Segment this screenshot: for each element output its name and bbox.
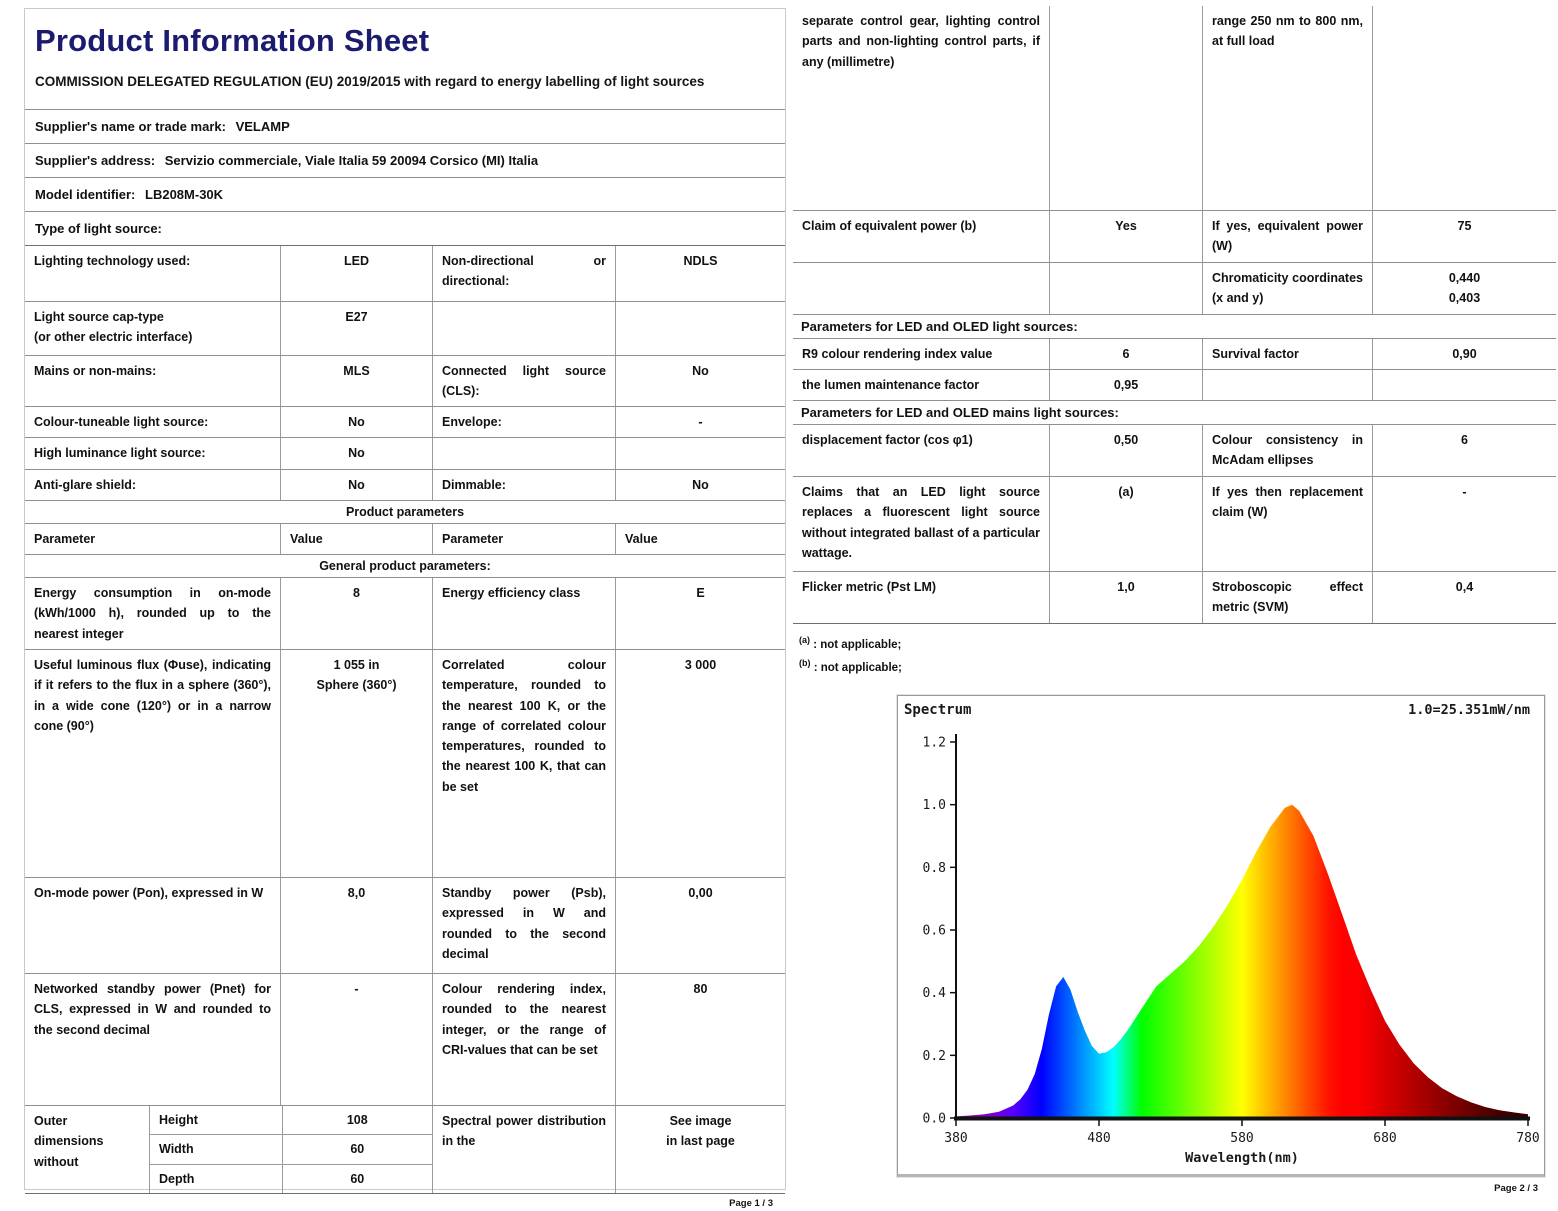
value-cell: 6	[1461, 433, 1468, 447]
value-cell: 8	[281, 578, 433, 649]
table-row	[25, 470, 785, 501]
table-row	[25, 650, 785, 878]
value-cell: 0,95	[1050, 370, 1203, 400]
value-cell: -	[281, 974, 433, 1105]
table-row	[25, 974, 785, 1106]
value-cell: -	[1462, 485, 1467, 499]
value-cell: E	[696, 586, 705, 601]
x-tick-label: 580	[1230, 1130, 1254, 1146]
value-cell	[1373, 6, 1556, 210]
table-row	[793, 477, 1556, 572]
value-cell: MLS	[281, 356, 433, 407]
page2-parameters-table	[793, 6, 1556, 624]
y-tick-label: 0.6	[922, 923, 946, 939]
value-cell	[1050, 263, 1203, 314]
value-cell	[616, 302, 785, 355]
footnotes	[793, 624, 1556, 681]
table-row	[25, 246, 785, 302]
regulation-subtitle: COMMISSION DELEGATED REGULATION (EU) 2019/2015 with regard to energy labelling of light sources	[35, 74, 705, 89]
column-header-cell: Value	[625, 531, 658, 546]
supplier-address-label: Supplier's address:	[35, 152, 156, 168]
param-cell: Standby power (Psb), expressed in W and rounded to the second decimal	[433, 878, 616, 973]
page1-parameters-table	[25, 245, 785, 1194]
value-cell: No	[692, 477, 709, 492]
param-cell: If yes then replacement claim (W)	[1203, 477, 1373, 571]
table-row	[25, 878, 785, 974]
param-cell	[793, 263, 1050, 314]
value-cell: See image in last page	[666, 1114, 735, 1149]
table-section-header: General product parameters:	[25, 555, 785, 578]
param-cell: On-mode power (Pon), expressed in W	[25, 878, 281, 973]
param-cell: Stroboscopic effect metric (SVM)	[1203, 572, 1373, 623]
table-section-header: Product parameters	[25, 501, 785, 524]
table-row	[793, 263, 1556, 315]
table-row	[793, 572, 1556, 623]
value-cell: 3 000	[684, 658, 717, 673]
page-2	[793, 0, 1556, 1200]
param-cell: Survival factor	[1203, 339, 1373, 369]
param-cell: Energy consumption in on-mode (kWh/1000 h), rounded up to the nearest integer	[25, 578, 281, 649]
x-axis	[954, 1116, 1530, 1120]
value-cell: 1 055 in Sphere (360°)	[281, 650, 433, 877]
type-of-light-source-label: Type of light source:	[35, 220, 162, 236]
param-cell: Light source cap-type (or other electric interface)	[25, 302, 281, 355]
page-title: Product Information Sheet	[35, 23, 430, 58]
table-row	[793, 339, 1556, 370]
page1-footer: Page 1 / 3	[729, 1197, 773, 1209]
param-cell: Anti-glare shield:	[25, 470, 281, 500]
param-cell: R9 colour rendering index value	[793, 339, 1050, 369]
dimension-subrow	[150, 1135, 432, 1164]
param-cell: Mains or non-mains:	[25, 356, 281, 407]
value-cell: No	[281, 407, 433, 437]
footnote-a-text: : not applicable;	[813, 638, 902, 651]
value-cell: 8,0	[281, 878, 433, 973]
footnote-b	[799, 655, 1552, 679]
dimension-name: Width	[150, 1135, 283, 1163]
spectrum-area	[956, 804, 1528, 1117]
value-cell: (a)	[1050, 477, 1203, 571]
dimensions-subtable	[150, 1106, 433, 1193]
param-cell: Colour rendering index, rounded to the nearest integer, or the range of CRI-values that can be set	[433, 974, 616, 1105]
dimension-value: 60	[350, 1171, 365, 1186]
table-row	[793, 370, 1556, 401]
param-cell: displacement factor (cos φ1)	[793, 425, 1050, 476]
chart-title: Spectrum	[904, 701, 972, 718]
spectrum-svg	[898, 696, 1544, 1174]
dimension-name: Depth	[150, 1165, 283, 1193]
table-row	[25, 438, 785, 469]
table-row	[25, 356, 785, 408]
dimension-subrow	[150, 1165, 432, 1193]
x-tick-label: 780	[1516, 1130, 1540, 1146]
x-axis-label: Wavelength(nm)	[1185, 1149, 1299, 1166]
table-section-header: Parameters for LED and OLED mains light sources:	[793, 401, 1556, 425]
value-cell: -	[698, 415, 703, 430]
value-cell: No	[692, 363, 709, 378]
param-cell	[433, 302, 616, 355]
type-of-light-source-row	[25, 211, 785, 245]
value-cell: 0,90	[1452, 346, 1477, 361]
param-cell: Networked standby power (Pnet) for CLS, expressed in W and rounded to the second decimal	[25, 974, 281, 1105]
model-identifier-row	[25, 177, 785, 211]
dimension-value: 108	[346, 1113, 368, 1128]
table-row	[793, 211, 1556, 263]
value-cell: No	[281, 438, 433, 468]
table-row	[793, 6, 1556, 211]
y-tick-label: 1.2	[922, 735, 946, 751]
footnote-b-text: : not applicable;	[813, 661, 902, 674]
table-row	[25, 578, 785, 650]
supplier-address-row	[25, 143, 785, 177]
footnote-a	[799, 632, 1552, 656]
value-cell: 0,4	[1455, 580, 1474, 594]
value-cell: 80	[693, 982, 708, 997]
x-tick-label: 380	[944, 1130, 968, 1146]
param-cell: Useful luminous flux (Φuse), indicating if it refers to the flux in a sphere (360°), in a wide cone (120°) or in a narrow cone (90°)	[25, 650, 281, 877]
supplier-address-value: Servizio commerciale, Viale Italia 59 20094 Corsico (MI) Italia	[164, 152, 539, 168]
param-cell	[433, 438, 616, 468]
table-row	[25, 302, 785, 356]
supplier-name-label: Supplier's name or trade mark:	[35, 118, 226, 134]
y-tick-label: 0.4	[922, 985, 946, 1001]
param-cell: range 250 nm to 800 nm, at full load	[1203, 6, 1373, 210]
value-cell: No	[281, 470, 433, 500]
param-cell: Claim of equivalent power (b)	[793, 211, 1050, 262]
value-cell: NDLS	[683, 253, 718, 268]
param-cell: Claims that an LED light source replaces a fluorescent light source without integrated ballast of a particular wattage.	[793, 477, 1050, 571]
value-cell	[1373, 370, 1556, 400]
outer-dimensions-row	[25, 1106, 785, 1193]
x-tick-label: 480	[1087, 1130, 1111, 1146]
table-row	[25, 524, 785, 555]
footnote-b-mark: (b)	[799, 658, 811, 669]
value-cell: 75	[1457, 219, 1472, 233]
y-tick-label: 0.0	[922, 1111, 946, 1127]
dimension-subrow	[150, 1106, 432, 1135]
param-cell: Lighting technology used:	[25, 246, 281, 301]
page-1	[24, 8, 786, 1209]
value-cell	[1050, 6, 1203, 210]
param-cell: Colour consistency in McAdam ellipses	[1203, 425, 1373, 476]
column-header-cell: Value	[281, 524, 433, 554]
supplier-name-row	[25, 109, 785, 143]
value-cell	[616, 438, 785, 468]
param-cell: Colour-tuneable light source:	[25, 407, 281, 437]
y-tick-label: 0.2	[922, 1048, 946, 1064]
table-section-header: Parameters for LED and OLED light sources:	[793, 315, 1556, 339]
param-cell: Dimmable:	[433, 470, 616, 500]
column-header-cell: Parameter	[433, 524, 616, 554]
dimension-name: Height	[150, 1106, 283, 1134]
param-cell: the lumen maintenance factor	[793, 370, 1050, 400]
table-row	[25, 407, 785, 438]
param-cell: Envelope:	[433, 407, 616, 437]
param-cell: Correlated colour temperature, rounded to the nearest 100 K, or the range of correlated colour temperatures, rounded to the nearest 100 K, that can be set	[433, 650, 616, 877]
value-cell: 1,0	[1050, 572, 1203, 623]
model-identifier-label: Model identifier:	[35, 186, 136, 202]
supplier-name-value: VELAMP	[235, 118, 290, 134]
param-cell: Spectral power distribution in the	[433, 1106, 616, 1193]
dimension-value: 60	[350, 1142, 365, 1157]
param-cell: Energy efficiency class	[433, 578, 616, 649]
param-cell: Outer dimensions without	[25, 1106, 150, 1193]
table-row	[793, 425, 1556, 477]
param-cell: High luminance light source:	[25, 438, 281, 468]
param-cell: Connected light source (CLS):	[433, 356, 616, 407]
param-cell: If yes, equivalent power (W)	[1203, 211, 1373, 262]
spectrum-chart	[897, 695, 1545, 1177]
value-cell: LED	[281, 246, 433, 301]
value-cell: Yes	[1050, 211, 1203, 262]
param-cell: Non-directional or directional:	[433, 246, 616, 301]
param-cell: Chromaticity coordinates (x and y)	[1203, 263, 1373, 314]
value-cell: 6	[1050, 339, 1203, 369]
value-cell: 0,00	[688, 886, 713, 901]
model-identifier-value: LB208M-30K	[145, 186, 224, 202]
page2-footer: Page 2 / 3	[1494, 1183, 1538, 1194]
chart-scale-label: 1.0=25.351mW/nm	[1408, 701, 1530, 718]
y-tick-label: 0.8	[922, 860, 946, 876]
value-cell: 0,50	[1050, 425, 1203, 476]
param-cell	[1203, 370, 1373, 400]
x-tick-label: 680	[1373, 1130, 1397, 1146]
footnote-a-mark: (a)	[799, 634, 810, 645]
param-cell: Flicker metric (Pst LM)	[793, 572, 1050, 623]
y-tick-label: 1.0	[922, 797, 946, 813]
value-cell: E27	[281, 302, 433, 355]
column-header-cell: Parameter	[25, 524, 281, 554]
param-cell: separate control gear, lighting control parts and non-lighting control parts, if any (millimetre)	[793, 6, 1050, 210]
value-cell: 0,440 0,403	[1448, 270, 1481, 305]
